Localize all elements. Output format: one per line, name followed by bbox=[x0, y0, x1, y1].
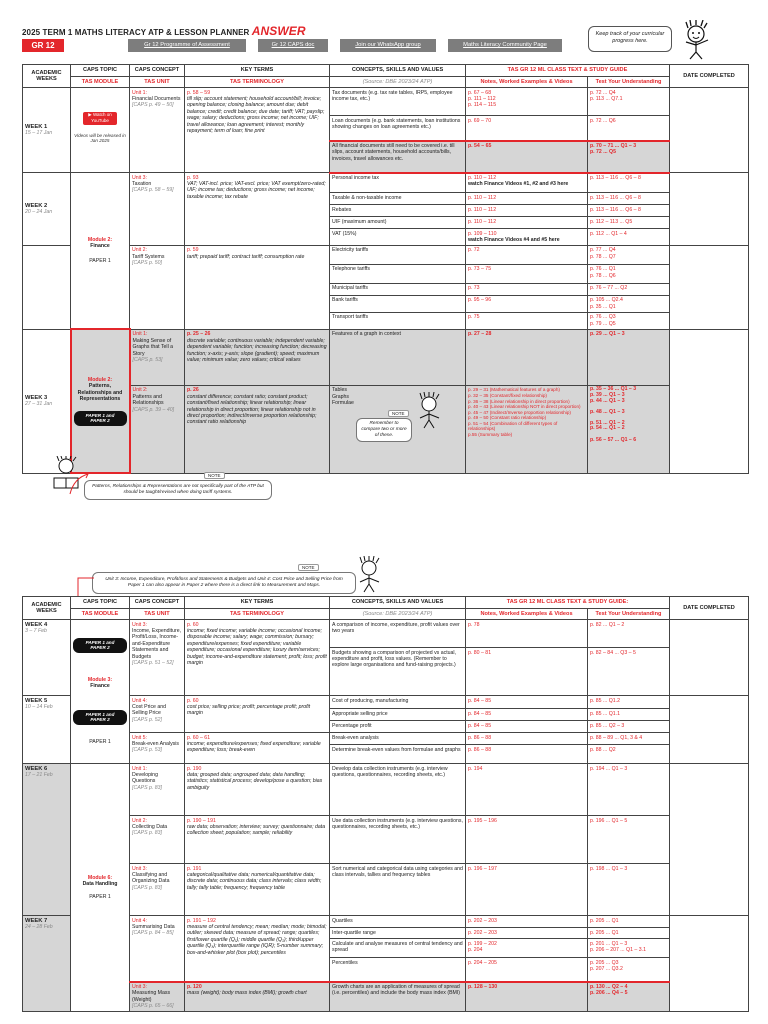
test-cell: p. 29 ... Q1 – 3 bbox=[588, 329, 670, 385]
col-terms-sub: TAS TERMINOLOGY bbox=[185, 609, 330, 620]
terms-cell: p. 60 income; fixed income; variable income; occasional income; disposable income; salary; wage; commission; bursary; expenditure/expenses; fixed expenditure; variable expenditure; occasional expenditure; luxury item/services; budget; income-and-expenditure statement; profit; loss; profit margin bbox=[185, 620, 330, 696]
notes-cell: p. 95 – 96 bbox=[466, 295, 588, 312]
term-plan-table-2 bbox=[22, 596, 749, 1012]
test-cell: p. 76 – 77 ... Q2 bbox=[588, 283, 670, 295]
test-cell: p. 113 – 116 ... Q6 – 8 bbox=[588, 193, 670, 205]
skill-cell: Municipal tariffs bbox=[330, 283, 466, 295]
col-notes: Notes, Worked Examples & Videos bbox=[466, 77, 588, 88]
skill-cell: A comparison of income, expenditure, profit values over two years bbox=[330, 620, 466, 648]
caps-doc-link[interactable]: Gr 12 CAPS doc bbox=[258, 39, 328, 52]
skill-cell: Personal income tax bbox=[330, 173, 466, 193]
note-tag: NOTE bbox=[204, 472, 225, 479]
skill-cell: Electricity tariffs bbox=[330, 245, 466, 264]
notes-cell: p. 84 – 85 bbox=[466, 709, 588, 721]
week-cell: WEEK 6 17 – 21 Feb bbox=[23, 764, 71, 916]
week-cell: WEEK 2 20 – 24 Jan bbox=[23, 173, 71, 246]
skill-cell: Appropriate selling price bbox=[330, 709, 466, 721]
terms-cell: p. 190 – 191 raw data; observation; interview; survey; questionnaire; data collection sheet; population; sample; reliability bbox=[185, 816, 330, 864]
test-cell: p. 112 – 113 ... Q5 bbox=[588, 217, 670, 229]
stick-figure-icon bbox=[412, 392, 446, 430]
test-cell: p. 70 – 71 ... Q1 – 3 p. 72 ... Q5 bbox=[588, 141, 670, 173]
skill-cell: Determine break-even values from formulae and graphs bbox=[330, 745, 466, 764]
notes-cell: p. 199 – 202 p. 204 bbox=[466, 939, 588, 958]
skill-cell: Cost of producing, manufacturing bbox=[330, 696, 466, 709]
week-cell: WEEK 3 27 – 31 Jan bbox=[23, 329, 71, 473]
col-skills-sub: (Source: DBE 2023/24 ATP) bbox=[330, 77, 466, 88]
col-test: Test Your Understanding bbox=[588, 609, 670, 620]
unit-cell: Unit 3: Taxation [CAPS p. 58 – 59] bbox=[130, 173, 185, 246]
notes-cell: p. 109 – 110 watch Finance Videos #4 and #5 here bbox=[466, 229, 588, 246]
terms-cell: p. 60 cost price; selling price; profit; percentage profit; profit margin bbox=[185, 696, 330, 733]
grade-badge: GR 12 bbox=[22, 39, 64, 52]
whatsapp-group-link[interactable]: Join our WhatsApp group bbox=[340, 39, 436, 52]
stick-figure-icon bbox=[676, 20, 718, 60]
test-cell: p. 201 ... Q1 – 3 p. 206 – 207 ... Q1 – 3.1 bbox=[588, 939, 670, 958]
brand-logo: ANSWER bbox=[251, 24, 306, 38]
col-concept: CAPS CONCEPT bbox=[130, 65, 185, 77]
notes-cell: p. 80 – 81 bbox=[466, 648, 588, 696]
notes-cell: p. 202 – 203 bbox=[466, 916, 588, 928]
col-weeks: ACADEMIC WEEKS bbox=[23, 65, 71, 88]
test-cell: p. 88 – 89 ... Q1, 3 & 4 bbox=[588, 733, 670, 745]
terms-cell: p. 25 – 26 discrete variable; continuous variable; independent variable; dependent variable; function; increasing function; decreasing function; x-axis; y-axis; slope (gradient); speed; maximum value; minimum value; zero values; critical values bbox=[185, 329, 330, 385]
test-cell: p. 72 ... Q4 p. 113 ... Q7.1 bbox=[588, 88, 670, 116]
notes-cell: p. 29 – 31 (Mathematical features of a graph) p. 32 – 35 (Constant/fixed relationship) p. 36 – 38 (Linear relationship in direct proportion) p. 40 – 43 (Linear relationship NOT in direct proportion) p. 45 – 47 (Indirect/Inverse proportion relationship) p. 49 – 50 (Constant ratio relationship) p. 51 – 54 (Combination of different types of relationships) p.55 (Summary table) bbox=[466, 385, 588, 473]
test-cell: p. 196 ... Q1 – 5 bbox=[588, 816, 670, 864]
paper-badge: PAPER 1 and PAPER 2 bbox=[73, 710, 127, 725]
col-guide: TAS GR 12 ML CLASS TEXT & STUDY GUIDE bbox=[466, 65, 670, 77]
date-cell[interactable] bbox=[670, 88, 749, 173]
col-topic-sub: TAS MODULE bbox=[71, 609, 130, 620]
notes-cell: p. 73 bbox=[466, 283, 588, 295]
note-tag: NOTE bbox=[388, 410, 409, 417]
notes-cell: p. 202 – 203 bbox=[466, 928, 588, 939]
col-terms: KEY TERMS bbox=[185, 65, 330, 77]
paper-badge: PAPER 1 and PAPER 2 bbox=[74, 411, 127, 426]
skill-cell: Tables Graphs Formulae bbox=[330, 385, 466, 473]
notes-cell: p. 84 – 85 bbox=[466, 721, 588, 733]
unit-cell: Unit 1: Financial Documents [CAPS p. 49 – 50] bbox=[130, 88, 185, 173]
compare-note: Remember to compare two or more of these. bbox=[356, 418, 412, 442]
col-topic: CAPS TOPIC bbox=[71, 65, 130, 77]
date-cell[interactable] bbox=[670, 696, 749, 764]
paper-badge: PAPER 1 and PAPER 2 bbox=[73, 638, 127, 653]
skill-cell: Loan documents (e.g. bank statements, loan institutions showing changes on loan agreements etc.) bbox=[330, 116, 466, 141]
notes-cell: p. 195 – 196 bbox=[466, 816, 588, 864]
week-cell bbox=[23, 245, 71, 329]
unit-cell: Unit 2: Tariff Systems [CAPS p. 50] bbox=[130, 245, 185, 329]
unit-cell: Unit 1: Making Sense of Graphs that Tell a Story [CAPS p. 53] bbox=[130, 329, 185, 385]
stick-figure-icon bbox=[352, 556, 386, 594]
test-cell: p. 113 – 116 ... Q6 – 8 bbox=[588, 205, 670, 217]
skill-cell: Quartiles bbox=[330, 916, 466, 928]
module-cell: Module 2: Patterns, Relationships and Representations PAPER 1 and PAPER 2 bbox=[71, 329, 130, 473]
notes-cell: p. 67 – 68 p. 111 – 112 p. 114 – 115 bbox=[466, 88, 588, 116]
skill-cell: Transport tariffs bbox=[330, 312, 466, 329]
terms-cell: p. 191 – 192 measure of central tendency; mean; median; mode; bimodal; outlier; skewed data; measure of spread; range; quartiles; first/lower quartile (Q₁); middle quartile (Q₂); third/upper quartile (Q₃); interquartile range (IQR); 5-number summary; box-and-whisker plot (box plot); percentiles bbox=[185, 916, 330, 982]
module-cell: PAPER 1 and PAPER 2 Module 3: Finance PAPER 1 and PAPER 2 PAPER 1 bbox=[71, 620, 130, 764]
test-cell: p. 130 ... Q2 – 4 p. 206 ... Q4 – 5 bbox=[588, 982, 670, 1012]
nav-row bbox=[22, 39, 562, 52]
unit-cell: Unit 2: Patterns and Relationships [CAPS p. 39 – 40] bbox=[130, 385, 185, 473]
notes-cell: p. 110 – 112 bbox=[466, 205, 588, 217]
skill-cell: Rebates bbox=[330, 205, 466, 217]
skill-cell: UIF (maximum amount) bbox=[330, 217, 466, 229]
arrow-icon bbox=[64, 472, 94, 496]
test-cell: p. 88 ... Q2 bbox=[588, 745, 670, 764]
notes-cell: p. 75 bbox=[466, 312, 588, 329]
col-terms-sub: TAS TERMINOLOGY bbox=[185, 77, 330, 88]
page-title: 2025 TERM 1 MATHS LITERACY ATP & LESSON PLANNER ANSWER bbox=[22, 24, 306, 38]
notes-cell: p. 194 bbox=[466, 764, 588, 816]
week-cell: WEEK 1 15 – 17 Jan bbox=[23, 88, 71, 173]
notes-cell: p. 72 bbox=[466, 245, 588, 264]
finance-videos-link[interactable]: watch Finance Videos #1, #2 and #3 here bbox=[468, 181, 569, 188]
week-cell: WEEK 5 10 – 14 Feb bbox=[23, 696, 71, 764]
skill-cell: Percentage profit bbox=[330, 721, 466, 733]
skill-cell: Calculate and analyse measures of central tendency and spread bbox=[330, 939, 466, 958]
unit-cell: Unit 3: Income, Expenditure, Profit/Loss, Income-and-Expenditure Statements and Budgets [CAPS p. 51 – 52] bbox=[130, 620, 185, 696]
col-date: DATE COMPLETED bbox=[670, 597, 749, 620]
skill-cell: Percentiles bbox=[330, 958, 466, 982]
income-expenditure-note: Unit 3: Income, Expenditure, Profit/loss and Statements & Budgets and Unit 4: Cost Price and Selling Price from Paper 1 can also appear in Paper 2 where there is a direct link to Measurement and Maps. bbox=[92, 572, 356, 594]
skill-cell: Taxable & non-taxable income bbox=[330, 193, 466, 205]
notes-cell: p. 73 – 75 bbox=[466, 264, 588, 283]
test-cell: p. 112 ... Q1 – 4 bbox=[588, 229, 670, 246]
col-topic-sub: TAS MODULE bbox=[71, 77, 130, 88]
notes-cell: p. 204 – 205 bbox=[466, 958, 588, 982]
unit-cell: Unit 4: Cost Price and Selling Price [CAPS p. 52] bbox=[130, 696, 185, 733]
skill-cell: All financial documents still need to be covered i.e. till slips, account statements, household accounts/bills, invoices, travel allowances etc. bbox=[330, 141, 466, 173]
unit-cell: Unit 2: Collecting Data [CAPS p. 83] bbox=[130, 816, 185, 864]
test-cell: p. 72 ... Q6 bbox=[588, 116, 670, 141]
test-cell: p. 82 ... Q1 – 2 bbox=[588, 620, 670, 648]
test-cell: p. 105 ... Q2.4 p. 35 ... Q1 bbox=[588, 295, 670, 312]
community-page-link[interactable]: Maths Literacy Community Page bbox=[448, 39, 562, 52]
col-notes: Notes, Worked Examples & Videos bbox=[466, 609, 588, 620]
terms-cell: p. 59 tariff; prepaid tariff; contract tariff; consumption rate bbox=[185, 245, 330, 329]
notes-cell: p. 110 – 112 watch Finance Videos #1, #2 and #3 here bbox=[466, 173, 588, 193]
col-test: Test Your Understanding bbox=[588, 77, 670, 88]
test-cell: p. 85 ... Q1.2 bbox=[588, 696, 670, 709]
col-skills: CONCEPTS, SKILLS AND VALUES bbox=[330, 65, 466, 77]
date-cell[interactable] bbox=[670, 329, 749, 473]
col-skills-sub: (Source: DBE 2023/24 ATP) bbox=[330, 609, 466, 620]
col-concept-sub: TAS UNIT bbox=[130, 77, 185, 88]
skill-cell: Sort numerical and categorical data using categories and class intervals, tallies and frequency tables bbox=[330, 864, 466, 916]
unit-cell: Unit 3: Classifying and Organizing Data [CAPS p. 83] bbox=[130, 864, 185, 916]
terms-cell: p. 26 constant difference; constant ratio; constant product; constant/fixed relationship; linear relationship; linear relationship in direct proportion; linear relationship not in direct proportion; indirect/inverse proportion relationship; constant ratio relationship bbox=[185, 385, 330, 473]
unit-cell: Unit 3: Measuring Mass (Weight) [CAPS p. 65 – 66] bbox=[130, 982, 185, 1012]
module-cell: Module 2: Finance PAPER 1 bbox=[71, 173, 130, 330]
skill-cell: Develop data collection instruments (e.g. interview questions, questionnaires, recording sheets, etc.) bbox=[330, 764, 466, 816]
col-guide: TAS GR 12 ML CLASS TEXT & STUDY GUIDE: bbox=[466, 597, 670, 609]
notes-cell: p. 78 bbox=[466, 620, 588, 648]
terms-cell: p. 60 – 61 income; expenditure/expenses; fixed expenditure; variable expenditure; loss; break-even bbox=[185, 733, 330, 764]
col-skills: CONCEPTS, SKILLS AND VALUES bbox=[330, 597, 466, 609]
notes-cell: p. 128 – 130 bbox=[466, 982, 588, 1012]
notes-cell: p. 84 – 85 bbox=[466, 696, 588, 709]
date-cell[interactable] bbox=[670, 245, 749, 329]
track-progress-note: Keep track of your curricular progress here. bbox=[588, 26, 672, 52]
programme-of-assessment-link[interactable]: Gr 12 Programme of Assessment bbox=[128, 39, 246, 52]
test-cell: p. 76 ... Q3 p. 79 ... Q5 bbox=[588, 312, 670, 329]
skill-cell: Bank tariffs bbox=[330, 295, 466, 312]
notes-cell: p. 54 – 65 bbox=[466, 141, 588, 173]
test-cell: p. 205 ... Q1 bbox=[588, 928, 670, 939]
terms-cell: p. 191 categorical/qualitative data; numerical/quantitative data; discrete data; continuous data; class intervals; class width; tally; tally table; frequency; frequency table bbox=[185, 864, 330, 916]
skill-cell: Budgets showing a comparison of projected vs actual, expenditure and profit, loss values. (Remember to explore large organisations and fund-raising projects.) bbox=[330, 648, 466, 696]
skill-cell: Telephone tariffs bbox=[330, 264, 466, 283]
video-cell bbox=[71, 88, 130, 173]
col-concept: CAPS CONCEPT bbox=[130, 597, 185, 609]
skill-cell: Break-even analysis bbox=[330, 733, 466, 745]
test-cell: p. 194 ... Q1 – 3 bbox=[588, 764, 670, 816]
test-cell: p. 198 ... Q1 – 3 bbox=[588, 864, 670, 916]
notes-cell: p. 196 – 197 bbox=[466, 864, 588, 916]
col-date: DATE COMPLETED bbox=[670, 65, 749, 88]
terms-cell: p. 93 VAT; VAT-incl. price; VAT-excl. price; VAT exempt/zero-rated; UIF; income tax; deductions; gross income; net income; taxable income; tax rebate bbox=[185, 173, 330, 246]
youtube-button[interactable]: ▶ Watch on YouTube bbox=[83, 112, 117, 125]
col-topic: CAPS TOPIC bbox=[71, 597, 130, 609]
terms-cell: p. 120 mass (weight); body mass index (BMI); growth chart bbox=[185, 982, 330, 1012]
notes-cell: p. 69 – 70 bbox=[466, 116, 588, 141]
test-cell: p. 82 – 84 ... Q3 – 5 bbox=[588, 648, 670, 696]
test-cell: p. 205 ... Q3 p. 207 ... Q3.2 bbox=[588, 958, 670, 982]
test-cell: p. 35 – 36 ... Q1 – 3 p. 39 ... Q1 – 3 p. 44 ... Q1 – 3 p. 48 ... Q1 – 3 p. 51 ... Q1 – 2 p. 54 ... Q1 – 2 p. 56 – 57 ... Q1 – 6 bbox=[588, 385, 670, 473]
unit-cell: Unit 1: Developing Questions [CAPS p. 83] bbox=[130, 764, 185, 816]
skill-cell: Tax documents (e.g. tax rate tables, IRP5, employee income tax, etc.) bbox=[330, 88, 466, 116]
term-plan-table-1 bbox=[22, 64, 749, 474]
note-tag: NOTE bbox=[298, 564, 319, 571]
test-cell: p. 113 – 116 ... Q6 – 8 bbox=[588, 173, 670, 193]
test-cell: p. 76 ... Q1 p. 78 ... Q6 bbox=[588, 264, 670, 283]
test-cell: p. 85 ... Q1.1 bbox=[588, 709, 670, 721]
skill-cell: Inter-quartile range bbox=[330, 928, 466, 939]
notes-cell: p. 86 – 88 bbox=[466, 745, 588, 764]
terms-cell: p. 190 data; grouped data; ungrouped data; data handling; statistics; statistical process; develop/pose a question; bias ambiguity bbox=[185, 764, 330, 816]
test-cell: p. 85 ... Q2 – 3 bbox=[588, 721, 670, 733]
date-cell[interactable] bbox=[670, 620, 749, 696]
test-cell: p. 77 ... Q4 p. 78 ... Q7 bbox=[588, 245, 670, 264]
test-cell: p. 205 ... Q1 bbox=[588, 916, 670, 928]
week-cell: WEEK 7 24 – 28 Feb bbox=[23, 916, 71, 1012]
skill-cell: Use data collection instruments (e.g. interview questions, questionnaires, recording sheets, etc.) bbox=[330, 816, 466, 864]
videos-note: Videos will be released in Jan 2025 bbox=[74, 132, 126, 143]
col-terms: KEY TERMS bbox=[185, 597, 330, 609]
col-weeks: ACADEMIC WEEKS bbox=[23, 597, 71, 620]
notes-cell: p. 110 – 112 bbox=[466, 193, 588, 205]
unit-cell: Unit 4: Summarising Data [CAPS p. 84 – 85] bbox=[130, 916, 185, 982]
notes-cell: p. 110 – 112 bbox=[466, 217, 588, 229]
notes-cell: p. 27 – 28 bbox=[466, 329, 588, 385]
date-cell[interactable] bbox=[670, 764, 749, 916]
col-concept-sub: TAS UNIT bbox=[130, 609, 185, 620]
skill-cell: Features of a graph in context bbox=[330, 329, 466, 385]
notes-cell: p. 86 – 88 bbox=[466, 733, 588, 745]
date-cell[interactable] bbox=[670, 173, 749, 246]
patterns-note: Patterns, Relationships & Representations are not specifically part of the ATP but should be taught/revised when doing tariff systems. bbox=[84, 480, 272, 500]
skill-cell: Growth charts are an application of measures of spread (i.e. percentiles) and include the body mass index (BMI) bbox=[330, 982, 466, 1012]
finance-videos-link[interactable]: watch Finance Videos #4 and #5 here bbox=[468, 236, 560, 243]
skill-cell: VAT (15%) bbox=[330, 229, 466, 246]
unit-cell: Unit 5: Break-even Analysis [CAPS p. 53] bbox=[130, 733, 185, 764]
week-cell: WEEK 4 3 – 7 Feb bbox=[23, 620, 71, 696]
date-cell[interactable] bbox=[670, 916, 749, 1012]
terms-cell: p. 58 – 59 till slip; account statement; household account/bill; invoice; opening balance; closing balance; amount due; debit balance; credit; credit balance; due date; tariff; VAT; payslip; wage; salary; deductions; gross income; net income; UIF; travel allowance; loan agreement; interest; monthly repayment; term of loan; fine print bbox=[185, 88, 330, 173]
module-cell: Module 6: Data Handling PAPER 1 bbox=[71, 764, 130, 1012]
